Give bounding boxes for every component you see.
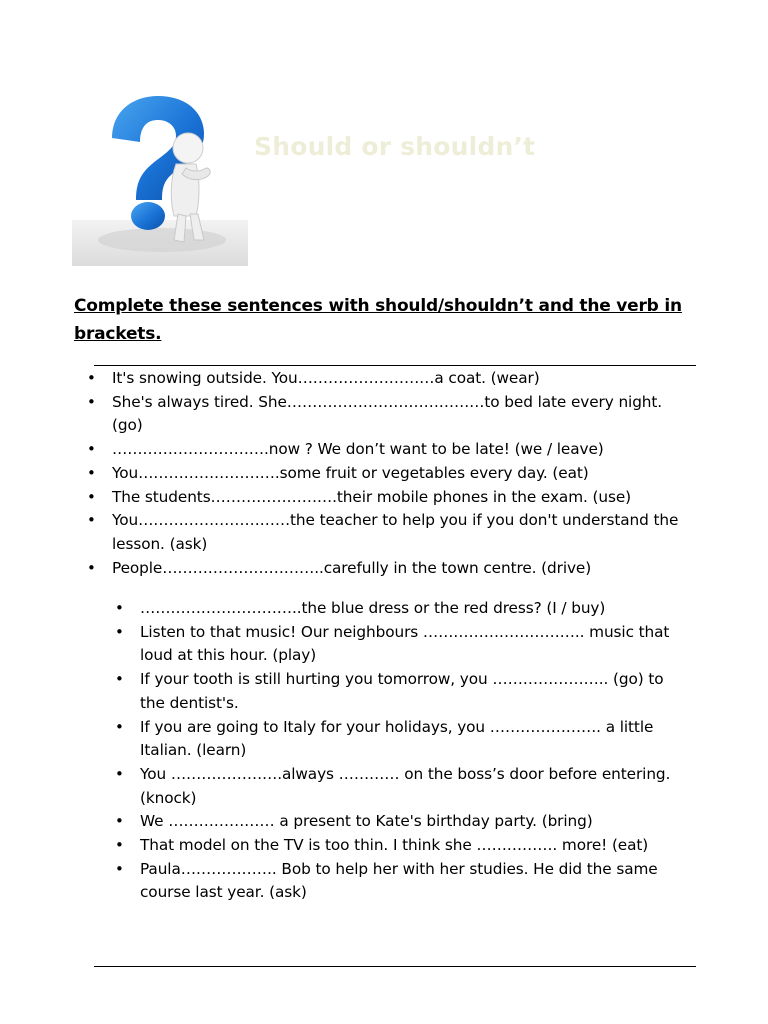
exercise-list-part1 bbox=[84, 367, 684, 580]
exercise-item: • …………………………..the blue dress or the red dress? (I / buy) bbox=[112, 597, 687, 621]
exercise-item: • People…………………………..carefully in the town centre. (drive) bbox=[84, 557, 684, 581]
exercise-item: • If you are going to Italy for your holidays, you …………………. a little Italian. (learn) bbox=[112, 716, 687, 763]
exercise-item: • She's always tired. She…………………………………to bed late every night. (go) bbox=[84, 391, 684, 438]
exercise-item: • Paula………………. Bob to help her with her studies. He did the same course last year. (ask) bbox=[112, 858, 687, 905]
question-mark-figure-icon bbox=[72, 90, 248, 266]
exercise-item: • It's snowing outside. You………………………a coat. (wear) bbox=[84, 367, 684, 391]
exercise-item: • The students…………………….their mobile phones in the exam. (use) bbox=[84, 486, 684, 510]
exercise-item: • You ………………….always ………… on the boss’s door before entering. (knock) bbox=[112, 763, 687, 810]
divider-bottom bbox=[94, 966, 696, 967]
exercise-item: • That model on the TV is too thin. I think she ……………. more! (eat) bbox=[112, 834, 687, 858]
exercise-list-part2 bbox=[112, 597, 687, 905]
worksheet-title: Should or shouldn’t bbox=[254, 132, 536, 161]
exercise-item: • If your tooth is still hurting you tomorrow, you ………………….. (go) to the dentist's. bbox=[112, 668, 687, 715]
exercise-item: • Listen to that music! Our neighbours ………………………….. music that loud at this hour. (play) bbox=[112, 621, 687, 668]
exercise-item: • We ………………… a present to Kate's birthday party. (bring) bbox=[112, 810, 687, 834]
exercise-item: • You…………………………the teacher to help you if you don't understand the lesson. (ask) bbox=[84, 509, 684, 556]
exercise-item: • ………………………….now ? We don’t want to be late! (we / leave) bbox=[84, 438, 684, 462]
exercise-item: • You……………………….some fruit or vegetables every day. (eat) bbox=[84, 462, 684, 486]
instructions-heading: Complete these sentences with should/shouldn’t and the verb in brackets. bbox=[74, 296, 682, 344]
divider-top bbox=[94, 365, 696, 366]
